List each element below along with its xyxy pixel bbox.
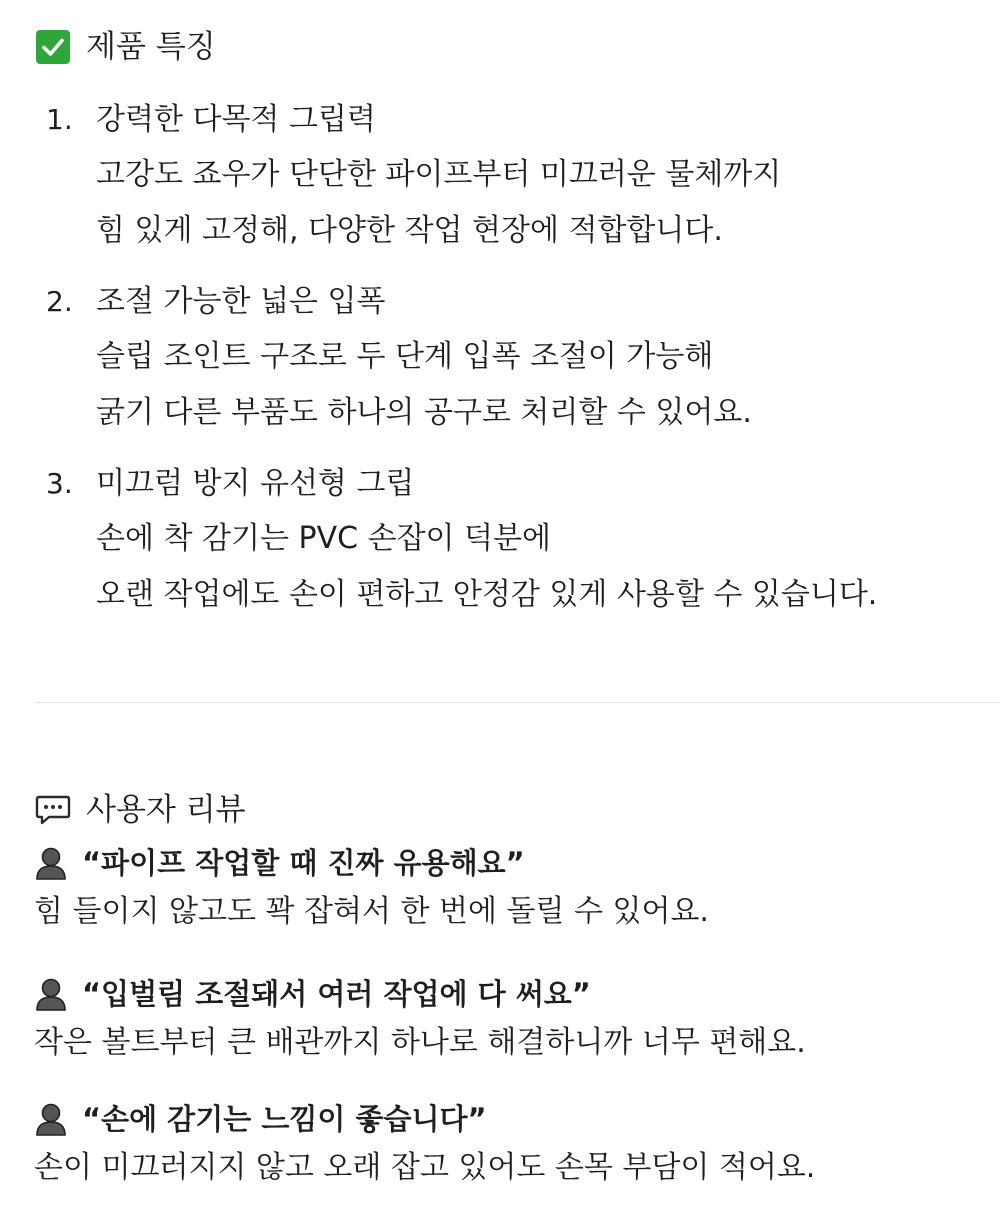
person-icon — [34, 845, 68, 881]
feature-number: 2. — [46, 285, 73, 318]
feature-description-line: 오랜 작업에도 손이 편하고 안정감 있게 사용할 수 있습니다. — [96, 577, 878, 612]
review-text: 손이 미끄러지지 않고 오래 잡고 있어도 손목 부담이 적어요. — [34, 1150, 816, 1185]
check-mark-icon — [36, 30, 70, 64]
review-text: 작은 볼트부터 큰 배관까지 하나로 해결하니까 너무 편해요. — [34, 1025, 806, 1060]
review-title-text: “파이프 작업할 때 진짜 유용해요” — [82, 846, 525, 880]
section-divider — [34, 702, 1000, 703]
person-icon — [34, 976, 68, 1012]
feature-description-line: 슬립 조인트 구조로 두 단계 입폭 조절이 가능해 — [96, 339, 714, 374]
feature-title: 강력한 다목적 그립력 — [96, 102, 376, 137]
feature-title: 조절 가능한 넓은 입폭 — [96, 284, 386, 319]
review-title-text: “손에 감기는 느낌이 좋습니다” — [82, 1102, 487, 1136]
reviews-heading — [34, 790, 246, 830]
review-title-text: “입벌림 조절돼서 여러 작업에 다 써요” — [82, 977, 591, 1011]
feature-description-line: 손에 착 감기는 PVC 손잡이 덕분에 — [96, 521, 552, 556]
review-title — [34, 1094, 487, 1144]
review-title — [34, 969, 591, 1019]
feature-description-line: 굵기 다른 부품도 하나의 공구로 처리할 수 있어요. — [96, 395, 752, 430]
speech-bubble-icon — [34, 793, 72, 827]
feature-number: 3. — [46, 467, 73, 500]
features-heading-label: 제품 특징 — [86, 29, 216, 65]
features-heading — [36, 27, 216, 67]
review-text: 힘 들이지 않고도 꽉 잡혀서 한 번에 돌릴 수 있어요. — [34, 894, 709, 929]
review-title — [34, 838, 525, 888]
feature-number: 1. — [46, 103, 73, 136]
feature-description-line: 힘 있게 고정해, 다양한 작업 현장에 적합합니다. — [96, 213, 723, 248]
reviews-heading-label: 사용자 리뷰 — [86, 792, 246, 828]
feature-title: 미끄럼 방지 유선형 그립 — [96, 466, 415, 501]
person-icon — [34, 1101, 68, 1137]
feature-description-line: 고강도 죠우가 단단한 파이프부터 미끄러운 물체까지 — [96, 157, 782, 192]
